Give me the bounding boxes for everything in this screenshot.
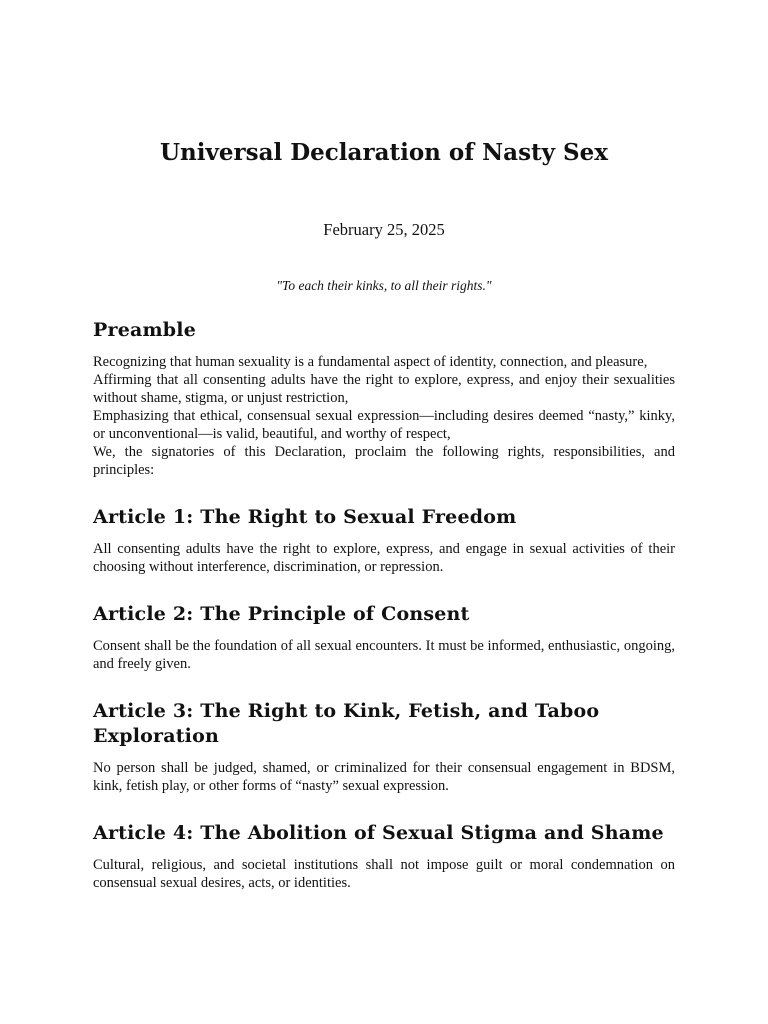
article-3-section (93, 699, 675, 795)
article-1-heading: Article 1: The Right to Sexual Freedom (93, 506, 517, 528)
article-1-section (93, 505, 675, 576)
preamble-line: We, the signatories of this Declaration, proclaim the following rights, responsibilities, and principles: (93, 444, 675, 478)
article-2-section (93, 602, 675, 673)
document-content (93, 318, 675, 892)
preamble-body (93, 353, 675, 479)
document-date: February 25, 2025 (323, 220, 445, 239)
article-4-section (93, 821, 675, 892)
preamble-section (93, 318, 675, 479)
article-3-heading: Article 3: The Right to Kink, Fetish, and Taboo Exploration (93, 700, 600, 747)
article-2-heading: Article 2: The Principle of Consent (93, 603, 470, 625)
document-title: Universal Declaration of Nasty Sex (160, 139, 608, 166)
article-4-heading: Article 4: The Abolition of Sexual Stigma and Shame (93, 822, 664, 844)
epigraph: "To each their kinks, to all their rights." (276, 278, 492, 293)
preamble-line: Affirming that all consenting adults have the right to explore, express, and enjoy their sexualities without shame, stigma, or unjust restriction, (93, 372, 675, 406)
article-2-body: Consent shall be the foundation of all sexual encounters. It must be informed, enthusiastic, ongoing, and freely given. (93, 638, 675, 672)
preamble-line: Recognizing that human sexuality is a fundamental aspect of identity, connection, and pleasure, (93, 354, 648, 370)
article-1-body: All consenting adults have the right to explore, express, and engage in sexual activities of their choosing without interference, discrimination, or repression. (93, 541, 675, 575)
preamble-line: Emphasizing that ethical, consensual sexual expression—including desires deemed “nasty,” kinky, or unconventional—is valid, beautiful, and worthy of respect, (93, 408, 675, 442)
article-4-body: Cultural, religious, and societal institutions shall not impose guilt or moral condemnation on consensual sexual desires, acts, or identities. (93, 857, 675, 891)
preamble-heading: Preamble (93, 319, 196, 341)
article-3-body: No person shall be judged, shamed, or criminalized for their consensual engagement in BDSM, kink, fetish play, or other forms of “nasty” sexual expression. (93, 760, 675, 794)
